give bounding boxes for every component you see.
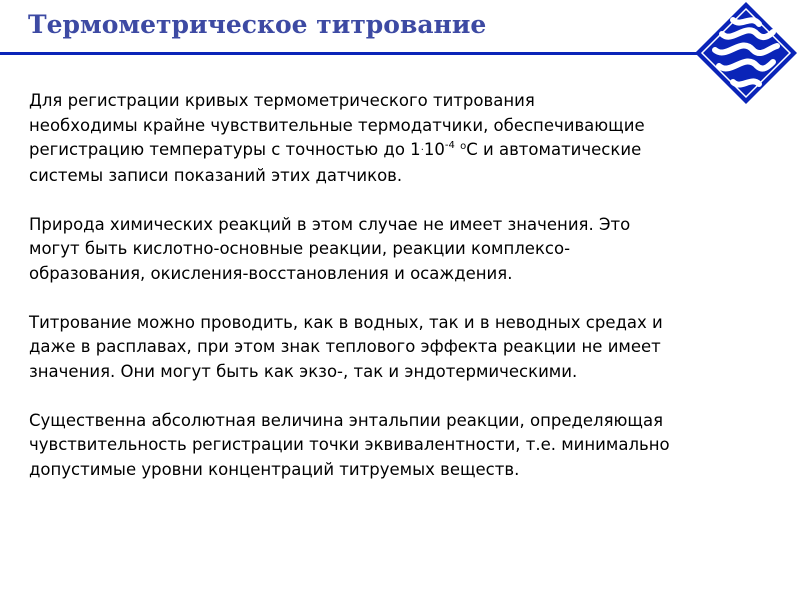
paragraph-reactions: [29, 213, 794, 287]
multiply-dot: ·: [420, 145, 424, 156]
text-line: Титрование можно проводить, как в водных, так и в неводных средах и: [29, 312, 663, 332]
paragraph-media: [29, 311, 794, 385]
text-line: чувствительность регистрации точки эквивалентности, т.е. минимально: [29, 435, 670, 454]
text-line: даже в расплавах, при этом знак теплового эффекта реакции не имеет: [29, 337, 661, 356]
text-segment: 10: [423, 140, 445, 159]
slide-title: Термометрическое титрование: [28, 10, 487, 39]
text-line: Существенна абсолютная величина энтальпии реакции, определяющая: [29, 410, 663, 430]
text-line: могут быть кислотно-основные реакции, реакции комплексо-: [29, 239, 571, 258]
paragraph-sensors: [29, 89, 794, 188]
text-line: необходимы крайне чувствительные термодатчики, обеспечивающие: [29, 115, 645, 135]
text-line: Природа химических реакций в этом случае не имеет значения. Это: [29, 214, 631, 234]
text-line: значения. Они могут быть как экзо-, так и эндотермическими.: [29, 361, 578, 381]
text-line: системы записи показаний этих датчиков.: [29, 165, 403, 185]
text-line: допустимые уровни концентраций титруемых веществ.: [29, 459, 520, 479]
exponent: -4: [444, 140, 455, 151]
slide-body: [29, 89, 794, 507]
degree-sign: о: [460, 141, 467, 152]
text-line: Для регистрации кривых термометрического титрования: [29, 91, 535, 110]
text-line: образования, окисления-восстановления и осаждения.: [29, 263, 513, 283]
text-segment: регистрацию температуры с точностью до 1: [29, 140, 421, 159]
title-underline: [0, 52, 700, 55]
text-line-precision: [29, 138, 794, 164]
paragraph-enthalpy: [29, 409, 794, 483]
text-segment: С и автоматические: [466, 140, 642, 159]
